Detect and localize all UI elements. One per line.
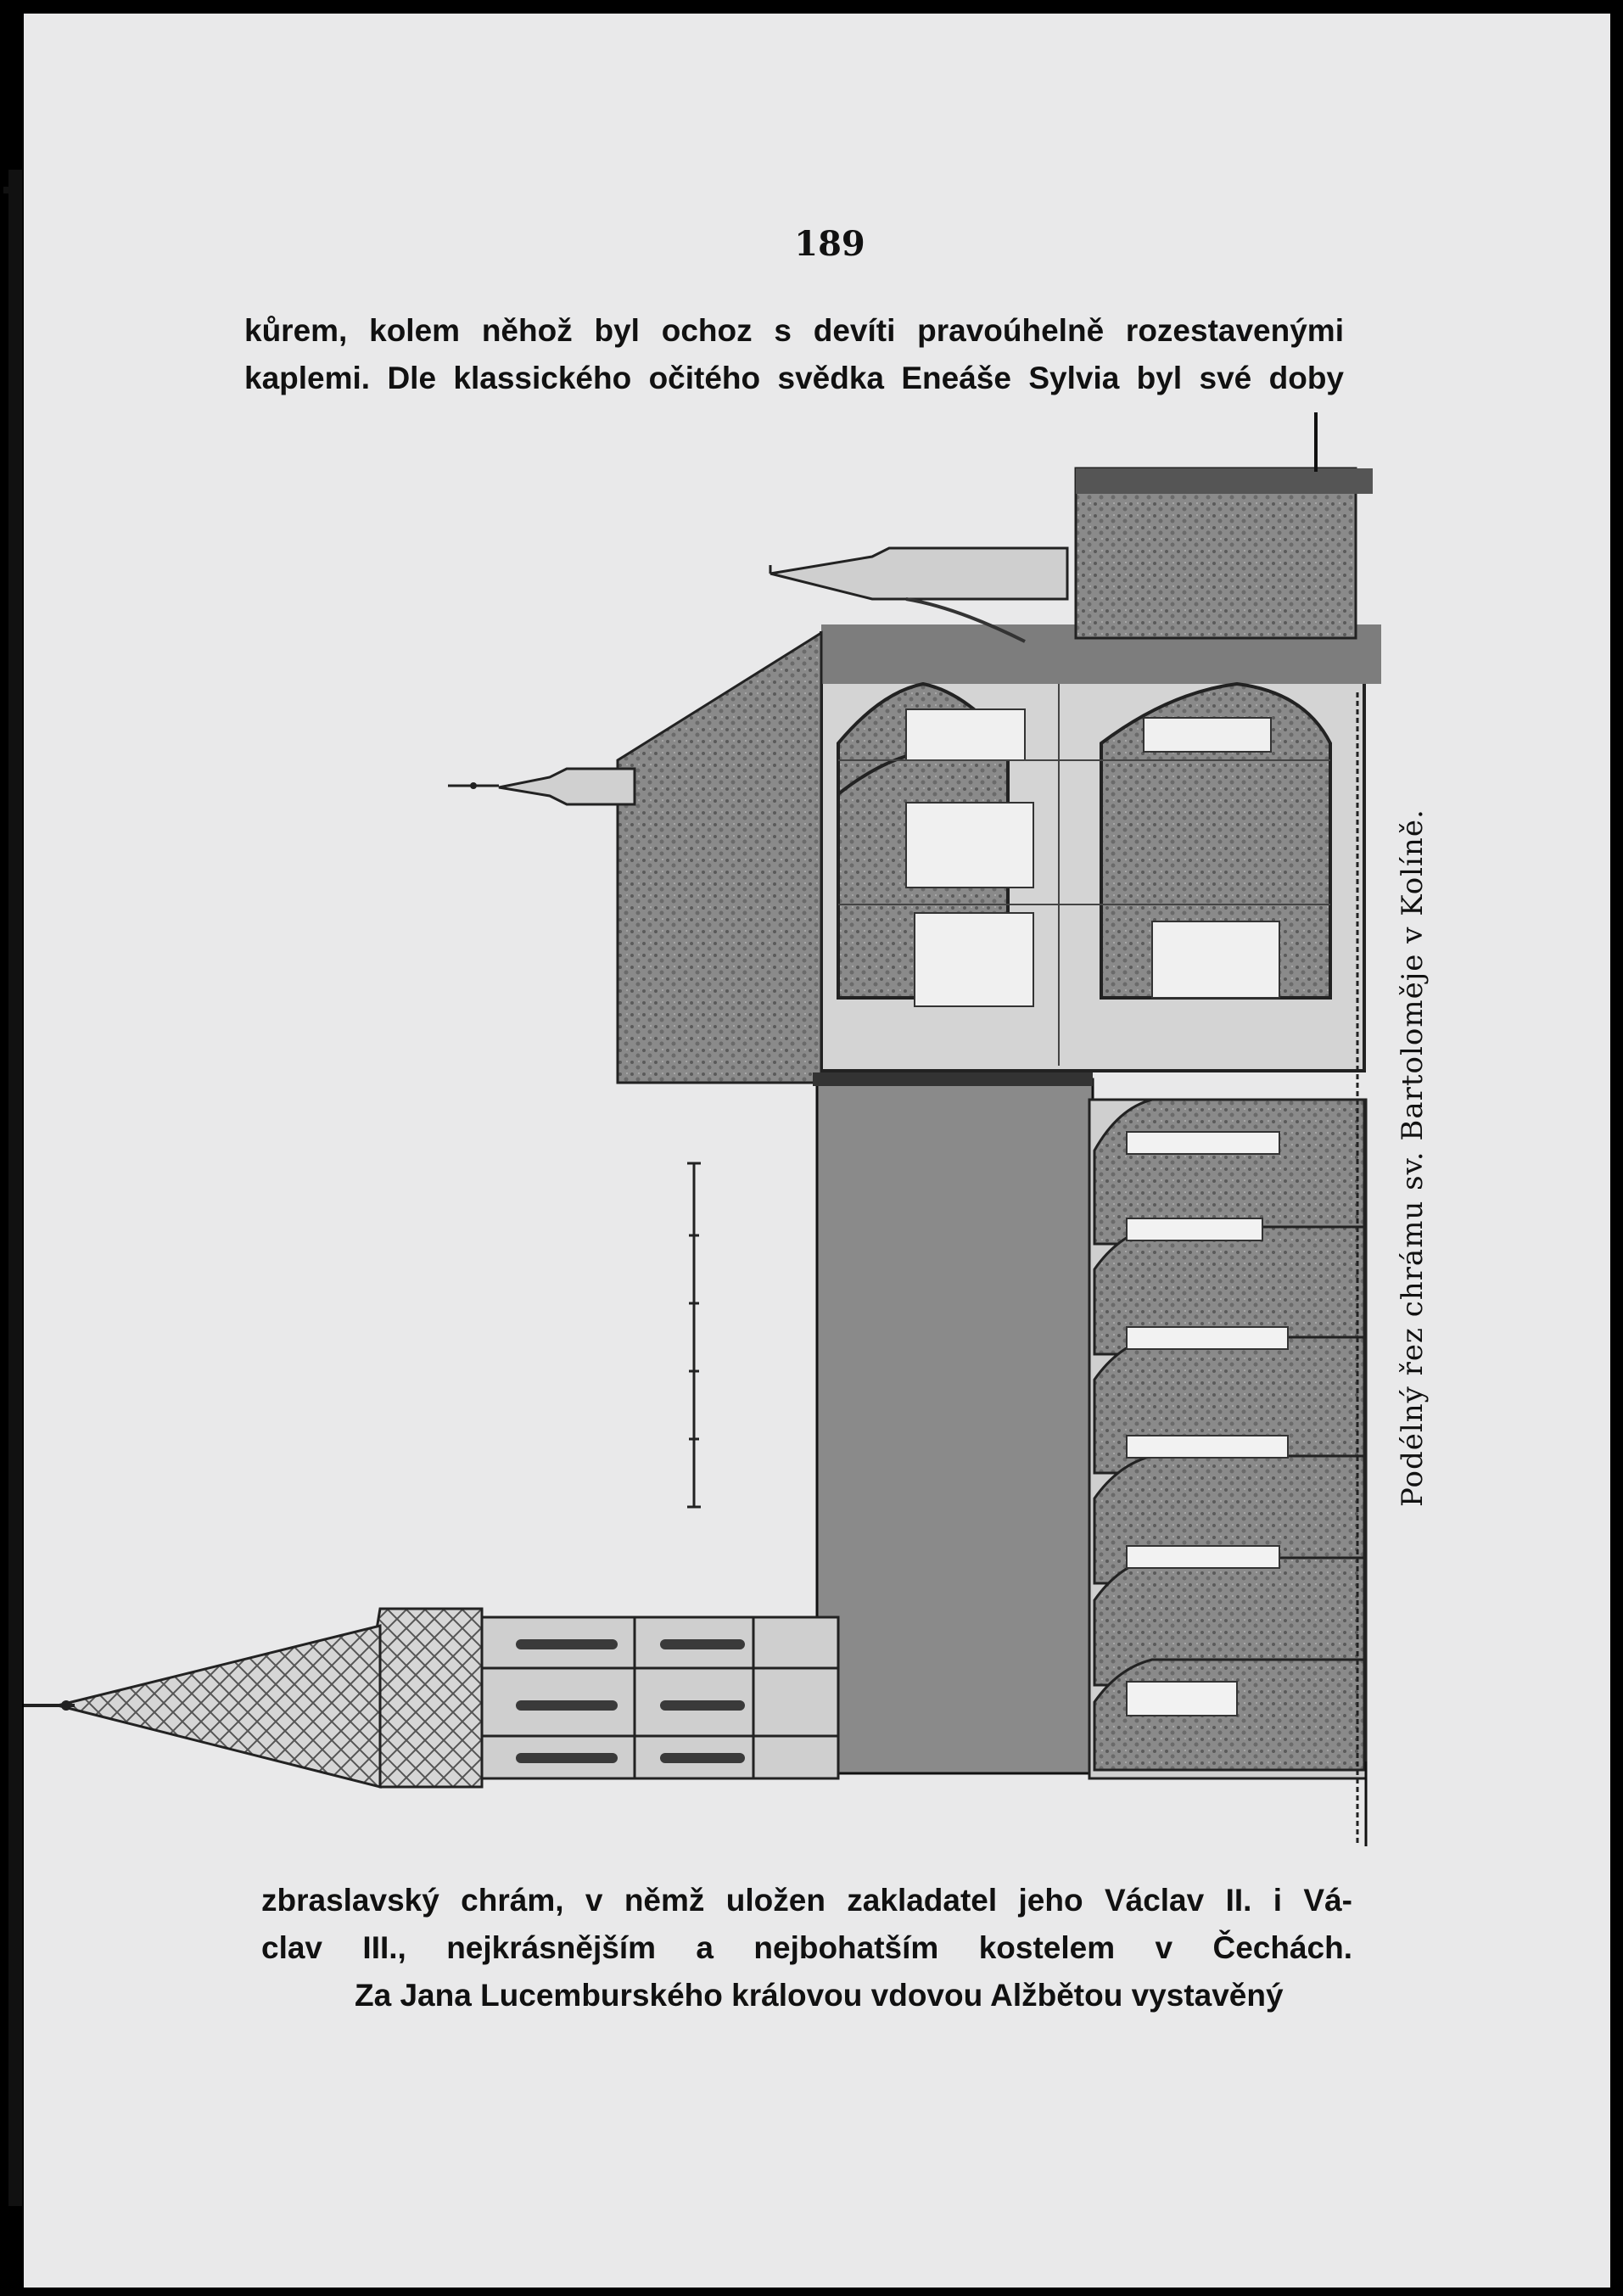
bottom-paragraph <box>261 1877 1352 2019</box>
page-number: 189 <box>794 224 865 264</box>
book-page <box>24 14 1610 2288</box>
binding-edge <box>0 0 34 2296</box>
text-line: clav III., nejkrásnějším a nejbohatším kostelem v Čechách. <box>261 1930 1352 1965</box>
text-line: kaplemi. Dle klassického očitého svědka Eneáše Sylvia byl své doby <box>244 361 1344 395</box>
text-line: zbraslavský chrám, v němž uložen zakladatel jeho Václav II. i Vá- <box>261 1883 1352 1918</box>
text-line: kůrem, kolem něhož byl ochoz s devíti pravoúhelně rozestavenými <box>244 313 1344 348</box>
text-line: Za Jana Lucemburského královou vdovou Alžbětou vystavěný <box>355 1978 1284 2013</box>
figure-caption: Podélný řez chrámu sv. Bartoloměje v Kolíně. <box>1396 809 1430 1507</box>
